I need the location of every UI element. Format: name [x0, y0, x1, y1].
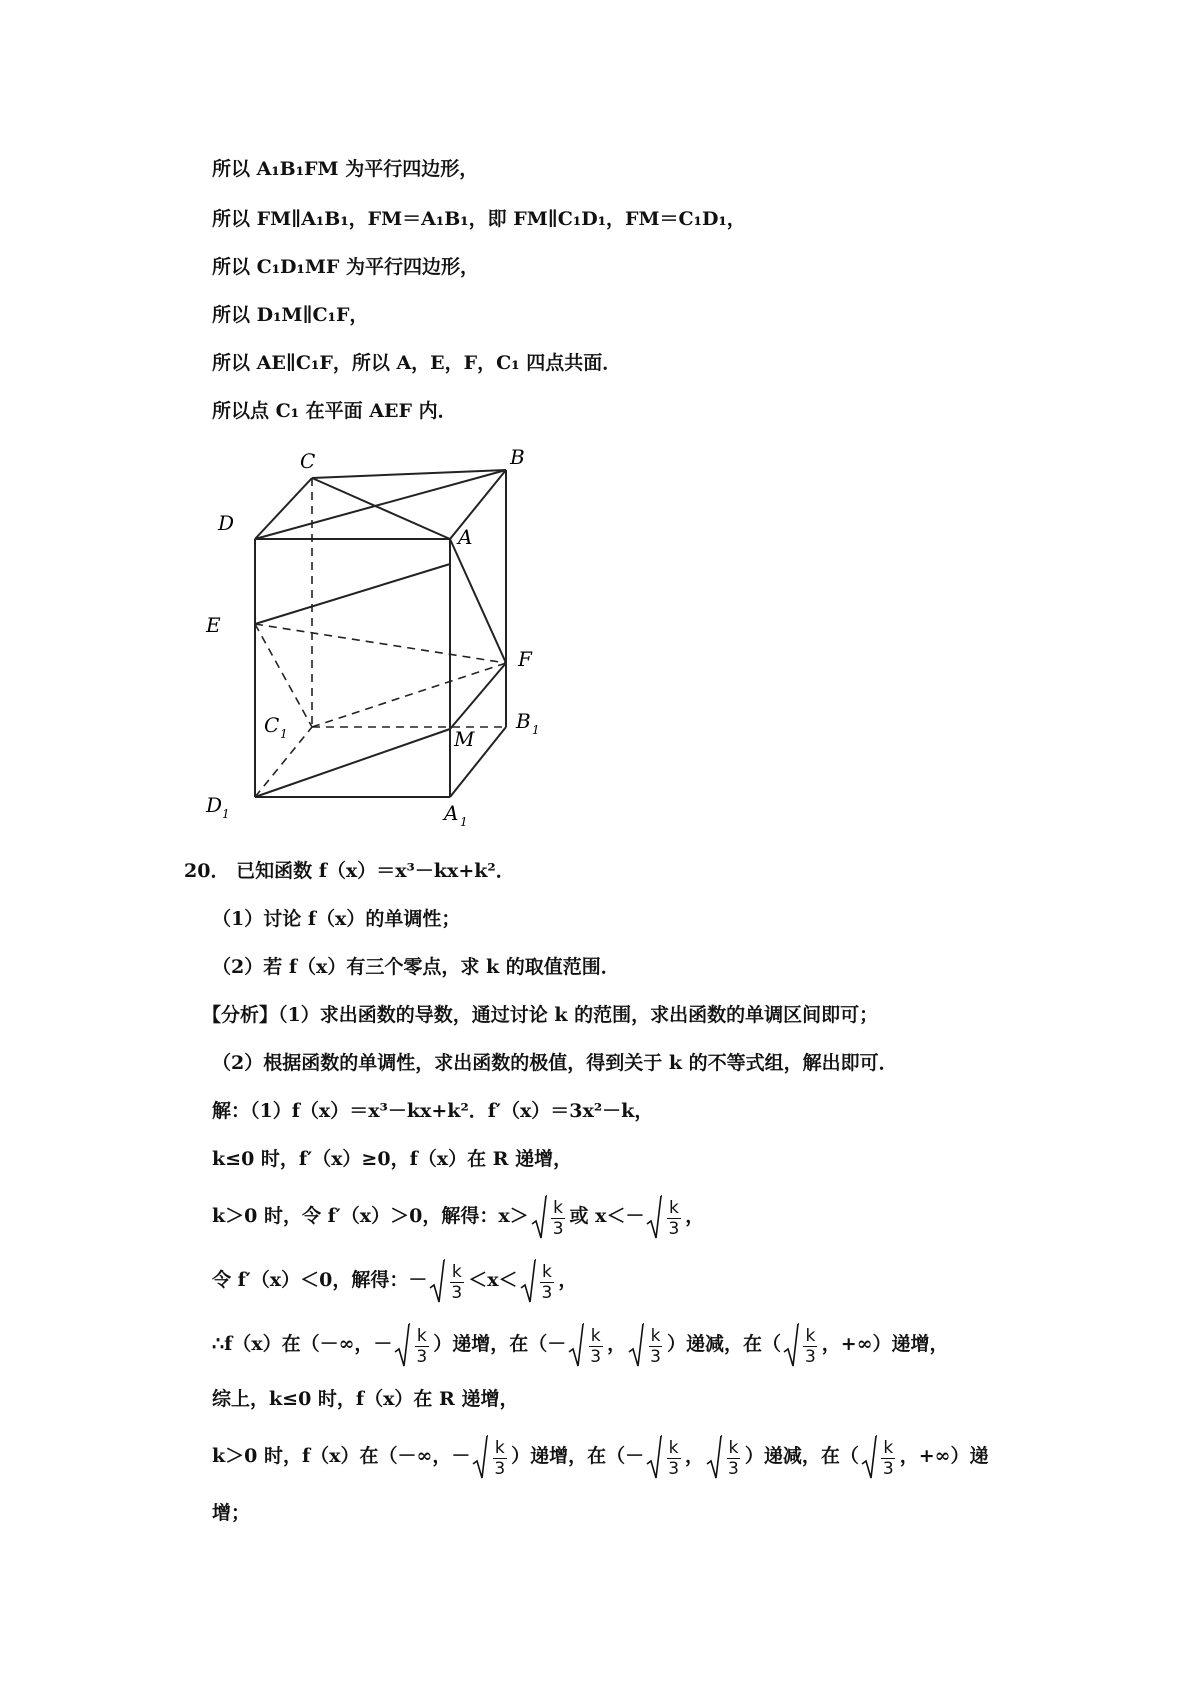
- sol5-e: ，+∞）递增，: [821, 1333, 949, 1355]
- sol4-c: ，: [558, 1269, 578, 1291]
- sol7-a: k＞0 时，f（x）在（－∞，－: [212, 1445, 471, 1467]
- radical-sign-icon: [520, 1258, 536, 1304]
- sol7-c: ，: [685, 1445, 705, 1467]
- sol5-b: ）递增，在（－: [433, 1333, 567, 1355]
- sqrt-k-over-3: $\frac{k}{3}$: [646, 1434, 683, 1480]
- radical-sign-icon: [472, 1434, 488, 1480]
- analysis-text-1: （1）求出函数的导数，通过讨论 k 的范围，求出函数的单调区间即可；: [278, 1004, 879, 1026]
- label-D1-sub: 1: [222, 807, 230, 821]
- radical-sign-icon: [394, 1322, 410, 1368]
- label-M: M: [454, 727, 475, 751]
- sqrt-k-over-3: $\frac{k}{3}$: [568, 1322, 605, 1368]
- sol5-c: ，: [607, 1333, 627, 1355]
- label-D1: D: [206, 793, 223, 817]
- label-B: B: [510, 445, 525, 469]
- problem-part-1: （1）讨论 f（x）的单调性；: [212, 908, 461, 930]
- solution-line-6: 综上，k≤0 时，f（x）在 R 递增，: [212, 1388, 519, 1410]
- hidden-EC1: [255, 624, 312, 727]
- problem-part-2: （2）若 f（x）有三个零点，求 k 的取值范围．: [212, 956, 620, 978]
- radical-sign-icon: [646, 1194, 662, 1240]
- sqrt-k-over-3: $\frac{k}{3}$: [861, 1434, 898, 1480]
- problem-number: 20．: [184, 860, 230, 882]
- proof-line-4: 所以 D₁M∥C₁F，: [212, 304, 369, 326]
- radical-sign-icon: [861, 1434, 877, 1480]
- hidden-C1F: [312, 663, 506, 727]
- sqrt-k-over-3: $\frac{k}{3}$: [783, 1322, 820, 1368]
- proof-line-5: 所以 AE∥C₁F，所以 A，E，F，C₁ 四点共面．: [212, 352, 622, 374]
- solution-line-3: [212, 1194, 704, 1240]
- proof-line-1: 所以 A₁B₁FM 为平行四边形，: [212, 158, 479, 180]
- label-D: D: [218, 511, 235, 535]
- sol7-d: ）递减，在（: [744, 1445, 859, 1467]
- radical-sign-icon: [628, 1322, 644, 1368]
- sqrt-k-over-3: $\frac{k}{3}$: [429, 1258, 466, 1304]
- sol3-a: k＞0 时，令 f′（x）＞0，解得：x＞: [212, 1205, 529, 1227]
- solution-line-8: 增；: [212, 1502, 251, 1524]
- problem-20-stem: [184, 858, 515, 884]
- sqrt-k-over-3: $\frac{k}{3}$: [472, 1434, 509, 1480]
- proof-line-2: 所以 FM∥A₁B₁，FM＝A₁B₁，即 FM∥C₁D₁，FM＝C₁D₁，: [212, 208, 746, 230]
- proof-line-3: 所以 C₁D₁MF 为平行四边形，: [212, 256, 479, 278]
- sol5-d: ）递减，在（: [666, 1333, 781, 1355]
- radical-sign-icon: [706, 1434, 722, 1480]
- radical-sign-icon: [783, 1322, 799, 1368]
- radical-sign-icon: [646, 1434, 662, 1480]
- diag-CA: [312, 478, 450, 539]
- label-C1: C: [264, 713, 280, 737]
- analysis-line-1: [202, 1002, 878, 1028]
- edge-CB: [312, 470, 506, 478]
- radical-sign-icon: [568, 1322, 584, 1368]
- analysis-tag: 【分析】: [202, 1004, 279, 1026]
- sol4-b: ＜x＜: [468, 1269, 518, 1291]
- label-E: E: [206, 613, 221, 637]
- sqrt-k-over-3: $\frac{k}{3}$: [628, 1322, 665, 1368]
- label-A: A: [458, 525, 473, 549]
- sqrt-k-over-3: $\frac{k}{3}$: [531, 1194, 568, 1240]
- prism-figure: [200, 440, 560, 840]
- label-F: F: [518, 647, 532, 671]
- sol7-b: ）递增，在（－: [511, 1445, 645, 1467]
- sol4-a: 令 f′（x）＜0，解得：－: [212, 1269, 428, 1291]
- sol3-c: ，: [685, 1205, 705, 1227]
- label-A1-sub: 1: [460, 815, 468, 829]
- sqrt-k-over-3: $\frac{k}{3}$: [520, 1258, 557, 1304]
- line-EA-proj: [255, 564, 450, 624]
- label-A1: A: [444, 801, 459, 825]
- sol3-b: 或 x＜－: [569, 1205, 645, 1227]
- sol5-a: ∴f（x）在（－∞，－: [212, 1333, 393, 1355]
- solution-line-2: k≤0 时，f′（x）≥0，f（x）在 R 递增，: [212, 1148, 573, 1170]
- solution-line-5: [212, 1322, 949, 1368]
- sol7-e: ，+∞）递: [899, 1445, 989, 1467]
- problem-stem: 已知函数 f（x）＝x³－kx+k²．: [236, 860, 515, 882]
- analysis-line-2: （2）根据函数的单调性，求出函数的极值，得到关于 k 的不等式组，解出即可．: [212, 1052, 898, 1074]
- sqrt-k-over-3: $\frac{k}{3}$: [394, 1322, 431, 1368]
- radical-sign-icon: [531, 1194, 547, 1240]
- line-AF: [450, 539, 506, 663]
- proof-line-6: 所以点 C₁ 在平面 AEF 内．: [212, 400, 457, 422]
- label-B1-sub: 1: [532, 723, 540, 737]
- sqrt-k-over-3: $\frac{k}{3}$: [706, 1434, 743, 1480]
- edge-CD: [255, 478, 312, 539]
- solution-line-4: [212, 1258, 577, 1304]
- solution-line-7: [212, 1434, 988, 1480]
- label-B1: B: [516, 709, 531, 733]
- label-C: C: [300, 449, 316, 473]
- label-C1-sub: 1: [280, 727, 288, 741]
- radical-sign-icon: [429, 1258, 445, 1304]
- hidden-EF: [255, 624, 506, 663]
- sqrt-k-over-3: $\frac{k}{3}$: [646, 1194, 683, 1240]
- solution-line-1: 解：（1）f（x）＝x³－kx+k²．f′（x）＝3x²－k，: [212, 1100, 654, 1122]
